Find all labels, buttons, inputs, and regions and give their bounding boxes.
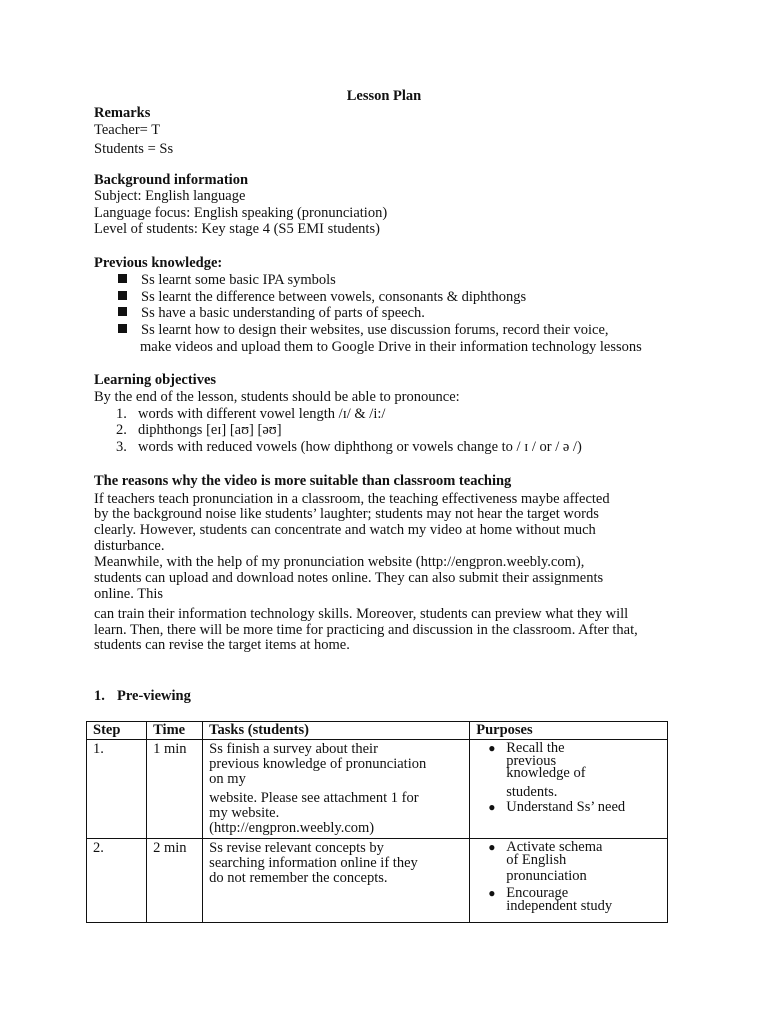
objective-item: 1. words with different vowel length /ɪ/ & /i:/ (116, 406, 386, 422)
round-bullet-icon: ● (488, 800, 496, 814)
purpose-item: ● Understand Ss’ need (488, 799, 626, 815)
round-bullet-icon: ● (488, 840, 496, 854)
column-header-tasks: Tasks (students) (203, 722, 470, 740)
reasons-line: can train their information technology skills. Moreover, students can preview what they will (94, 606, 629, 622)
background-line: Subject: English language (94, 188, 246, 204)
reasons-line: students can upload and download notes online. They can also submit their assignments (94, 570, 604, 586)
reasons-line: online. This (94, 586, 164, 602)
reasons-line: learn. Then, there will be more time for practicing and discussion in the classroom. After that, (94, 622, 638, 638)
reasons-heading: The reasons why the video is more suitable than classroom teaching (94, 473, 512, 489)
lesson-steps-table (86, 721, 668, 923)
reasons-line: students can revise the target items at home. (94, 637, 350, 653)
reasons-line: Meanwhile, with the help of my pronunciation website (http://engpron.weebly.com), (94, 554, 585, 570)
background-line: Language focus: English speaking (pronunciation) (94, 205, 388, 221)
round-bullet-icon: ● (488, 886, 496, 900)
objective-item: 2. diphthongs [eɪ] [aʊ] [əʊ] (116, 422, 282, 438)
table-header-row (87, 722, 668, 740)
column-header-step: Step (87, 722, 147, 740)
reasons-line: clearly. However, students can concentrate and watch my video at home without much (94, 522, 596, 538)
previous-heading: Previous knowledge: (94, 255, 223, 271)
purpose-item: ● Recall the previous knowledge of students. (488, 740, 586, 800)
column-header-purposes: Purposes (470, 722, 668, 740)
list-item: Ss learnt how to design their websites, use discussion forums, record their voice, (118, 322, 609, 339)
remarks-line: Students = Ss (94, 141, 174, 157)
section-heading: 1. Pre-viewing (94, 688, 191, 704)
square-bullet-icon (118, 291, 127, 300)
list-item-continuation: make videos and upload them to Google Drive in their information technology lessons (140, 339, 642, 355)
purposes-cell (470, 839, 668, 923)
list-item: Ss have a basic understanding of parts of speech. (118, 305, 425, 322)
reasons-line: disturbance. (94, 538, 165, 554)
list-item: Ss learnt some basic IPA symbols (118, 272, 336, 289)
round-bullet-icon: ● (488, 741, 496, 755)
document-title: Lesson Plan (346, 88, 422, 104)
remarks-heading: Remarks (94, 105, 151, 121)
background-line: Level of students: Key stage 4 (S5 EMI students) (94, 221, 380, 237)
task-cell: Ss revise relevant concepts by searching information online if they do not remember the concepts. (203, 839, 470, 923)
square-bullet-icon (118, 274, 127, 283)
step-cell: 1. (87, 740, 147, 839)
step-cell: 2. (87, 839, 147, 923)
task-cell: Ss finish a survey about their previous knowledge of pronunciation on my website. Please see attachment 1 for my website. (http://engpron.weebly.com) (203, 740, 470, 839)
remarks-line: Teacher= T (94, 122, 161, 138)
time-cell: 1 min (147, 740, 203, 839)
table-row (87, 740, 668, 839)
time-cell: 2 min (147, 839, 203, 923)
purpose-item: ● Activate schema of English pronunciation (488, 839, 603, 884)
reasons-line: by the background noise like students’ laughter; students may not hear the target words (94, 506, 599, 522)
reasons-line: If teachers teach pronunciation in a classroom, the teaching effectiveness maybe affected (94, 491, 610, 507)
column-header-time: Time (147, 722, 203, 740)
table-row (87, 839, 668, 923)
purpose-item: ● Encourage independent study (488, 885, 613, 914)
square-bullet-icon (118, 324, 127, 333)
background-heading: Background information (94, 172, 249, 188)
list-item: Ss learnt the difference between vowels, consonants & diphthongs (118, 289, 526, 306)
objective-item: 3. words with reduced vowels (how diphthong or vowels change to / ɪ / or / ə /) (116, 439, 582, 455)
objectives-heading: Learning objectives (94, 372, 217, 388)
purposes-cell (470, 740, 668, 839)
square-bullet-icon (118, 307, 127, 316)
objectives-intro: By the end of the lesson, students should be able to pronounce: (94, 389, 460, 405)
